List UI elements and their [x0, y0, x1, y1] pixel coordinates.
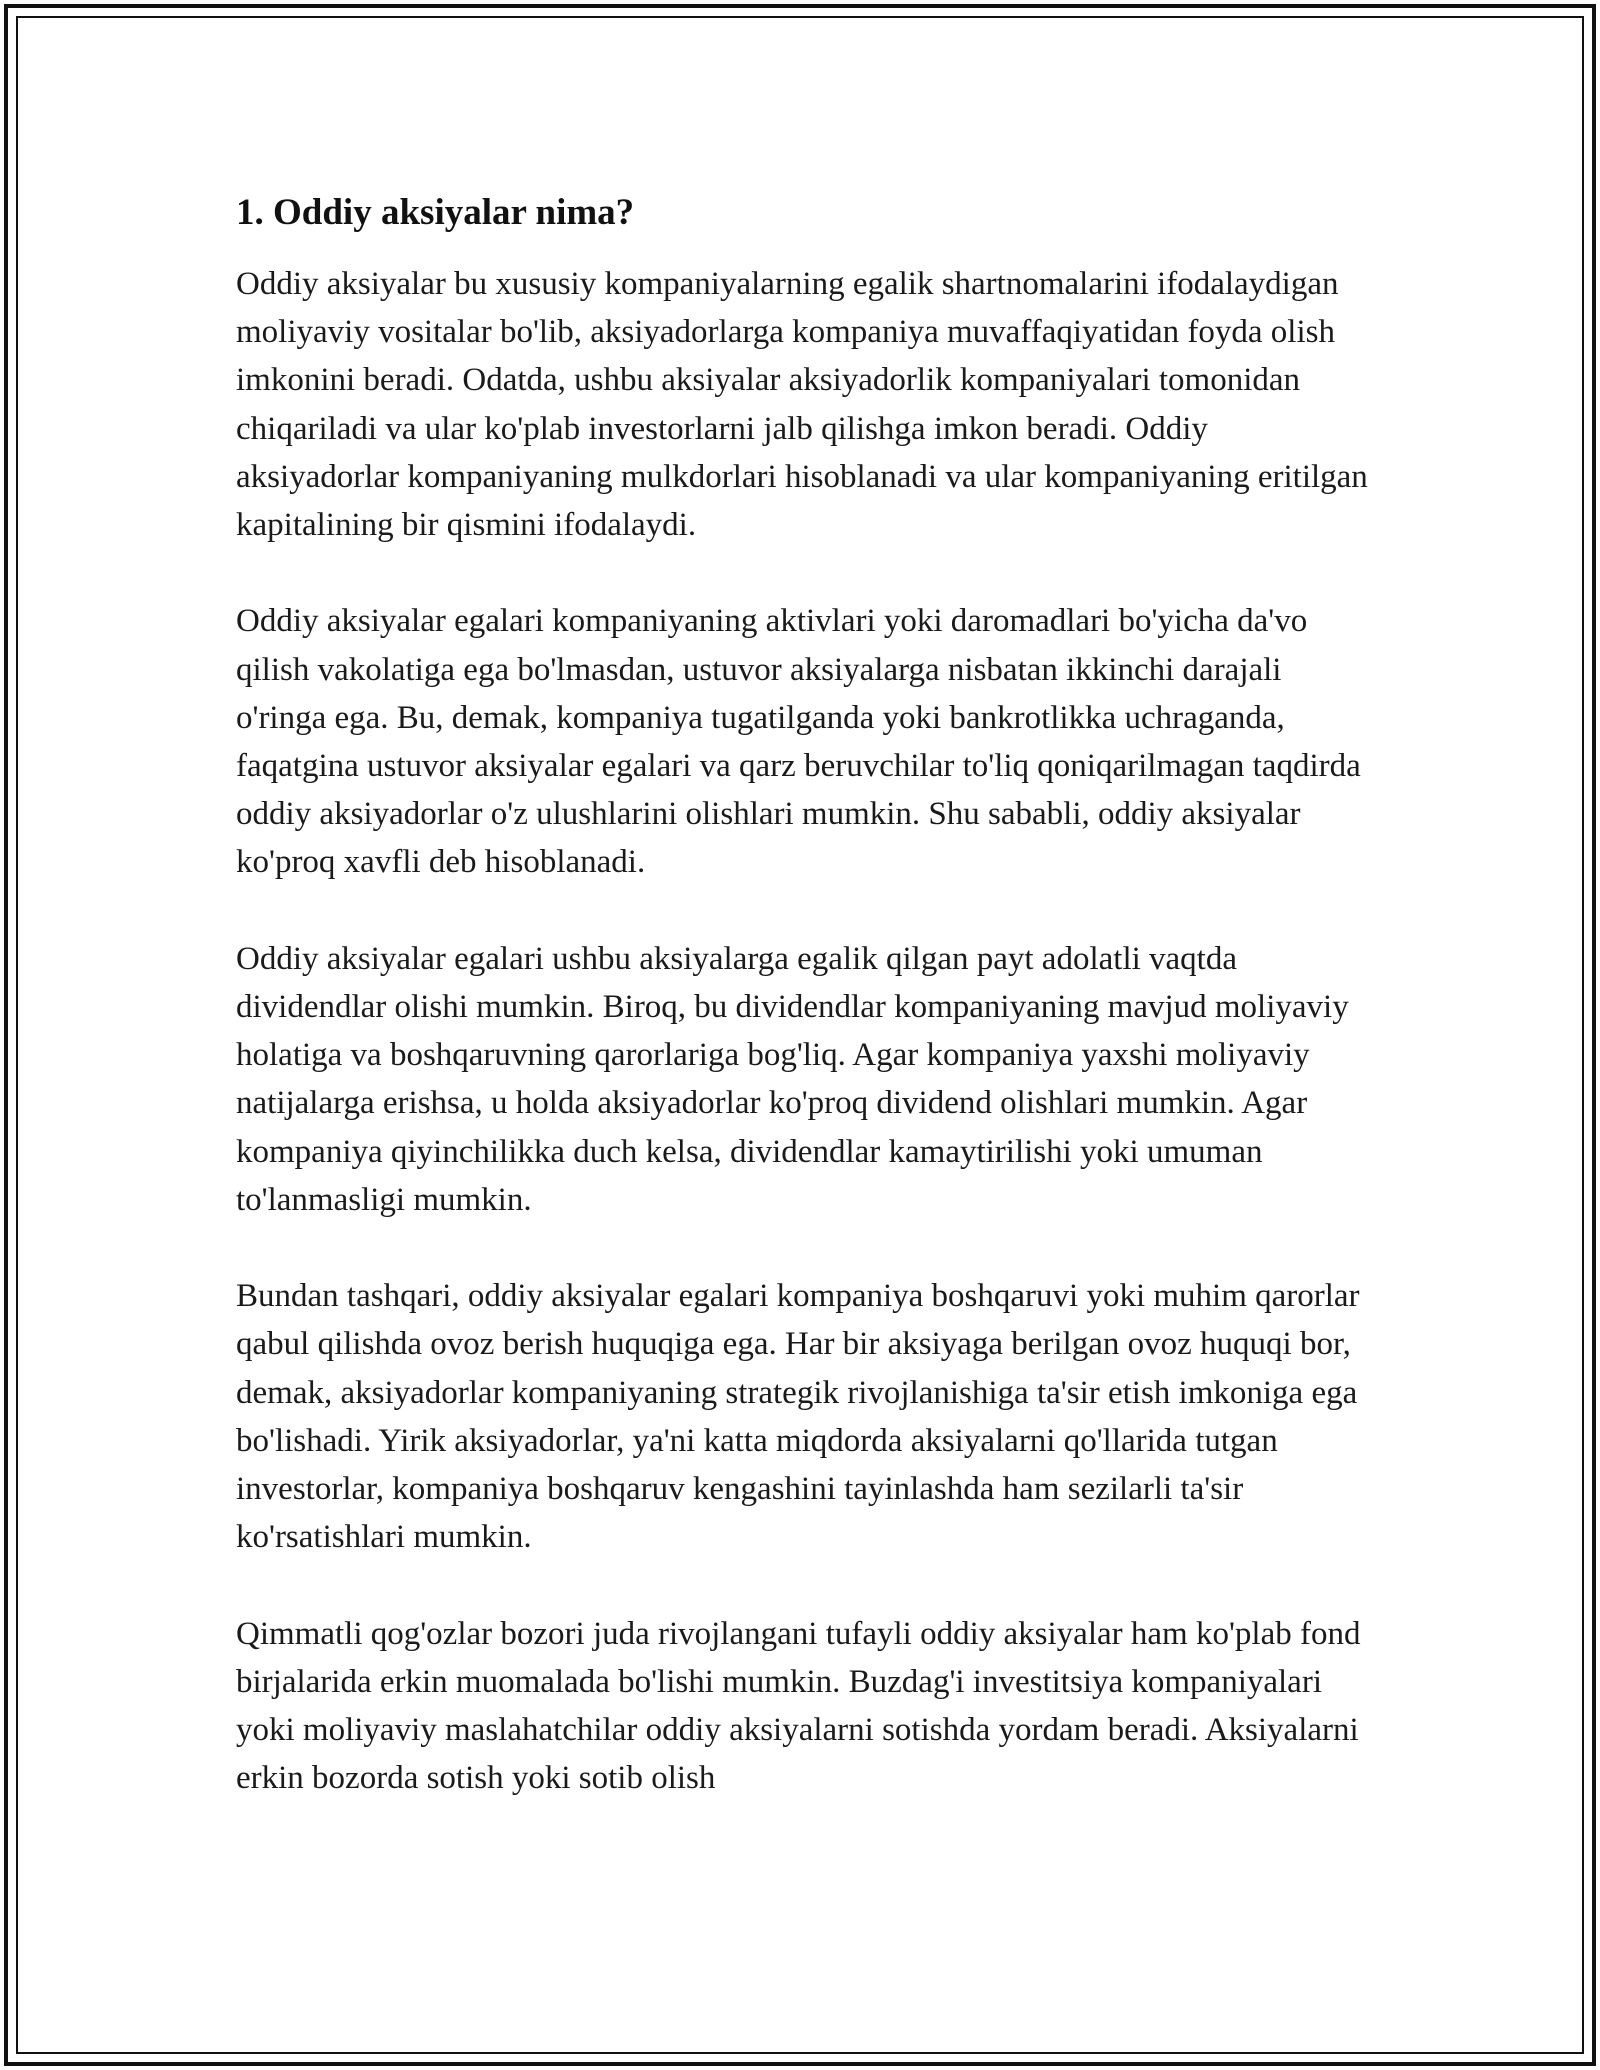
paragraph-3: Oddiy aksiyalar egalari ushbu aksiyalarga egalik qilgan payt adolatli vaqtda dividendlar olishi mumkin. Biroq, bu dividendlar kompaniyaning mavjud moliyaviy holatiga va boshqaruvning qarorlariga bog'liq. Agar kompaniya yaxshi moliyaviy natijalarga erishsa, u holda aksiyadorlar ko'proq dividend olishlari mumkin. Agar kompaniya qiyinchilikka duch kelsa, dividendlar kamaytirilishi yoki umuman to'lanmasligi mumkin. — [236, 940, 1349, 1218]
paragraph-2: Oddiy aksiyalar egalari kompaniyaning aktivlari yoki daromadlari bo'yicha da'vo qilish vakolatiga ega bo'lmasdan, ustuvor aksiyalarga nisbatan ikkinchi darajali o'ringa ega. Bu, demak, kompaniya tugatilganda yoki bankrotlikka uchraganda, faqatgina ustuvor aksiyalar egalari va qarz beruvchilar to'liq qoniqarilmagan taqdirda oddiy aksiyadorlar o'z ulushlarini olishlari mumkin. Shu sababli, oddiy aksiyalar ko'proq xavfli deb hisoblanadi. — [236, 603, 1361, 881]
document-body — [236, 188, 1376, 1851]
paragraph-1: Oddiy aksiyalar bu xususiy kompaniyalarning egalik shartnomalarini ifodalaydigan moliyaviy vositalar bo'lib, aksiyadorlarga kompaniya muvaffaqiyatidan foyda olish imkonini beradi. Odatda, ushbu aksiyalar aksiyadorlik kompaniyalari tomonidan chiqariladi va ular ko'plab investorlarni jalb qilishga imkon beradi. Oddiy aksiyadorlar kompaniyaning mulkdorlari hisoblanadi va ular kompaniyaning eritilgan kapitalining bir qismini ifodalaydi. — [236, 266, 1368, 544]
section-heading: 1. Oddiy aksiyalar nima? — [236, 192, 635, 233]
paragraph-4: Bundan tashqari, oddiy aksiyalar egalari kompaniya boshqaruvi yoki muhim qarorlar qabul qilishda ovoz berish huquqiga ega. Har bir aksiyaga berilgan ovoz huquqi bor, demak, aksiyadorlar kompaniyaning strategik rivojlanishiga ta'sir etish imkoniga ega bo'lishadi. Yirik aksiyadorlar, ya'ni katta miqdorda aksiyalarni qo'llarida tutgan investorlar, kompaniya boshqaruv kengashini tayinlashda ham sezilarli ta'sir ko'rsatishlari mumkin. — [236, 1278, 1360, 1556]
paragraph-5: Qimmatli qog'ozlar bozori juda rivojlangani tufayli oddiy aksiyalar ham ko'plab fond birjalarida erkin muomalada bo'lishi mumkin. Buzdag'i investitsiya kompaniyalari yoki moliyaviy maslahatchilar oddiy aksiyalarni sotishda yordam beradi. Aksiyalarni erkin bozorda sotish yoki sotib olish — [236, 1615, 1361, 1797]
